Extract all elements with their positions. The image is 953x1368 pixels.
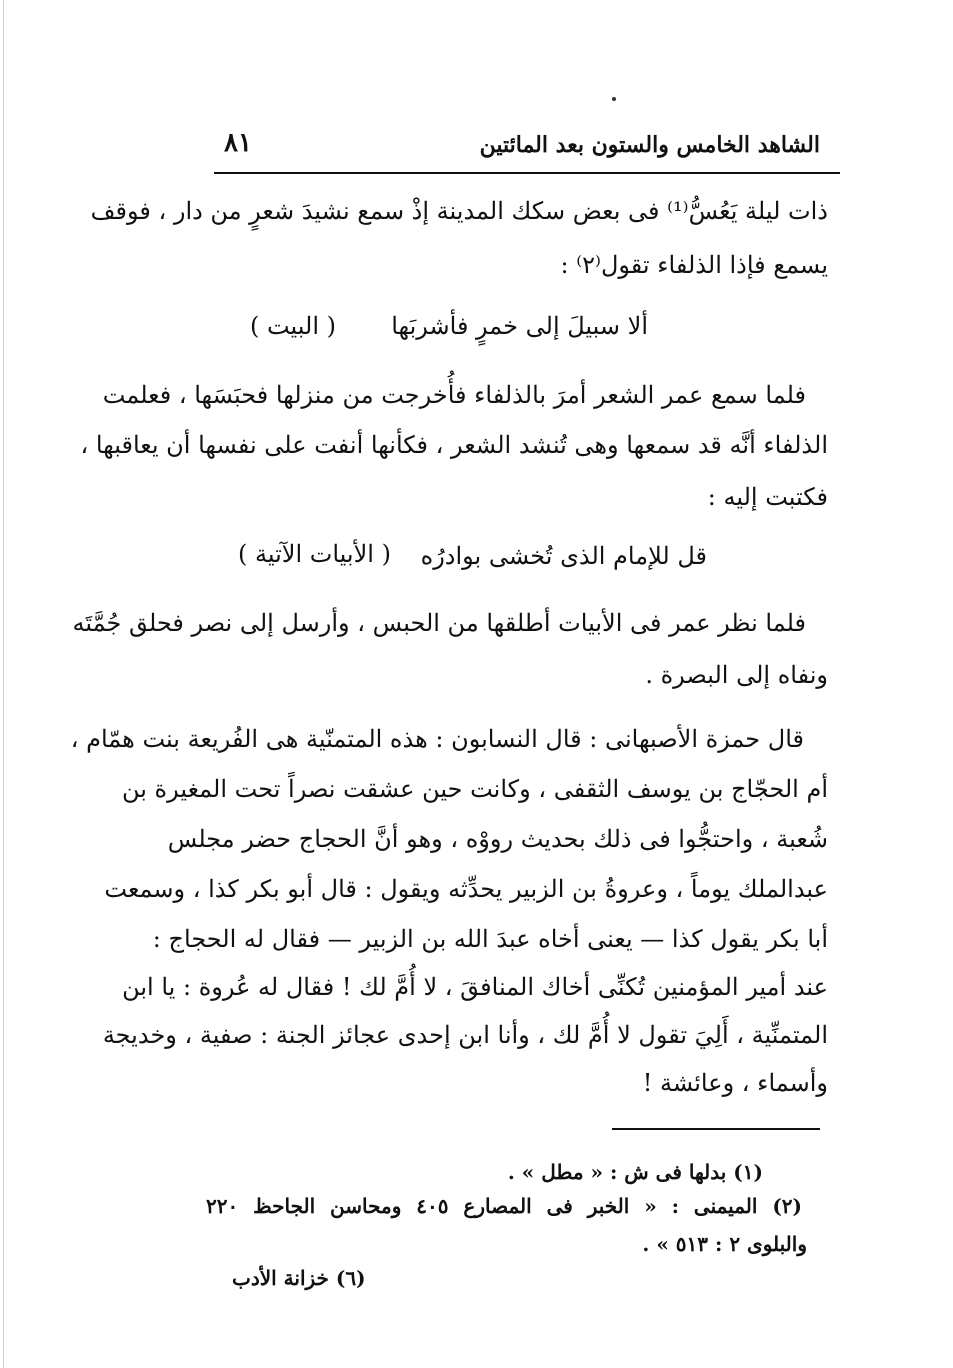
paragraph-4-line-5: أبا بكر يقول كذا — يعنى أخاه عبدَ الله بن الزبير — فقال له الحجاج : [152,925,828,953]
page-number: ٨١ [224,128,252,158]
paragraph-4-line-3: شُعبة ، واحتجُّوا فى ذلك بحديث رووْه ، وهو أنَّ الحجاج حضر مجلس [167,825,828,853]
verse-1-note: ( البيت ) [250,312,337,340]
paragraph-1-line-1: ذات ليلة يَعُسُّ⁽¹⁾ فى بعض سكك المدينة إذْ سمع نشيدَ شعرٍ من دار ، فوقف [90,197,828,225]
paragraph-1-line-2: يسمع فإذا الذلفاء تقول⁽٢⁾ : [560,251,828,279]
footnote-rule [612,1128,820,1130]
paragraph-2-line-3: فكتبت إليه : [707,483,828,511]
footnote-2-line-2: والبلوى ٢ : ٥١٣ » . [642,1232,807,1256]
paragraph-4-line-7: المتمنِّية ، أَلِيَ تقول لا أُمَّ لك ، وأنا ابن إحدى عجائز الجنة : صفية ، وخديجة [102,1021,828,1049]
paragraph-2-line-1: فلما سمع عمر الشعر أمرَ بالذلفاء فأُخرجت من منزلها فحبَسَها ، فعلمت [102,381,806,409]
verse-2-hemistich: قل للإمام الذى تُخشى بوادرُه [420,542,707,570]
paragraph-3-line-2: ونفاه إلى البصرة . [645,661,828,689]
paragraph-4-line-8: وأسماء ، وعائشة ! [642,1069,828,1097]
signature-mark: (٦) خزانة الأدب [232,1266,366,1290]
paragraph-4-line-4: عبدالملك يوماً ، وعروةُ بن الزبير يحدِّثه ويقول : قال أبو بكر كذا ، وسمعت [104,875,828,903]
footnote-1: (١) بدلها فى ش : « مطل » . [507,1160,763,1184]
paragraph-4-line-1: قال حمزة الأصبهانى : قال النسابون : هذه المتمنّية هى الفُريعة بنت همّام ، [70,725,804,753]
verse-2-note: ( الأبيات الآتية ) [238,540,391,568]
header-rule [214,172,840,174]
running-header [214,128,840,170]
ink-speck [612,97,616,101]
paragraph-2-line-2: الذلفاء أنَّه قد سمعها وهى تُنشد الشعر ، فكأنها أنفت على نفسها أن يعاقبها ، [80,431,828,459]
scan-edge-line [3,0,4,1368]
verse-1-hemistich: ألا سبيلَ إلى خمرٍ فأشربَها [391,312,648,340]
paragraph-4-line-6: عند أمير المؤمنين تُكنِّى أخاك المنافقَ ، لا أُمَّ لك ! فقال له عُروة : يا ابن [122,973,828,1001]
header-title: الشاهد الخامس والستون بعد المائتين [479,132,820,158]
paragraph-4-line-2: أم الحجّاج بن يوسف الثقفى ، وكانت حين عشقت نصراً تحت المغيرة بن [121,775,828,803]
footnote-2-line-1: (٢) الميمنى : « الخبر فى المصارع ٤٠٥ ومحاسن الجاحظ ٢٢٠ [206,1194,802,1218]
paragraph-3-line-1: فلما نظر عمر فى الأبيات أطلقها من الحبس ، وأرسل إلى نصر فحلق جُمَّتَه [72,609,806,637]
